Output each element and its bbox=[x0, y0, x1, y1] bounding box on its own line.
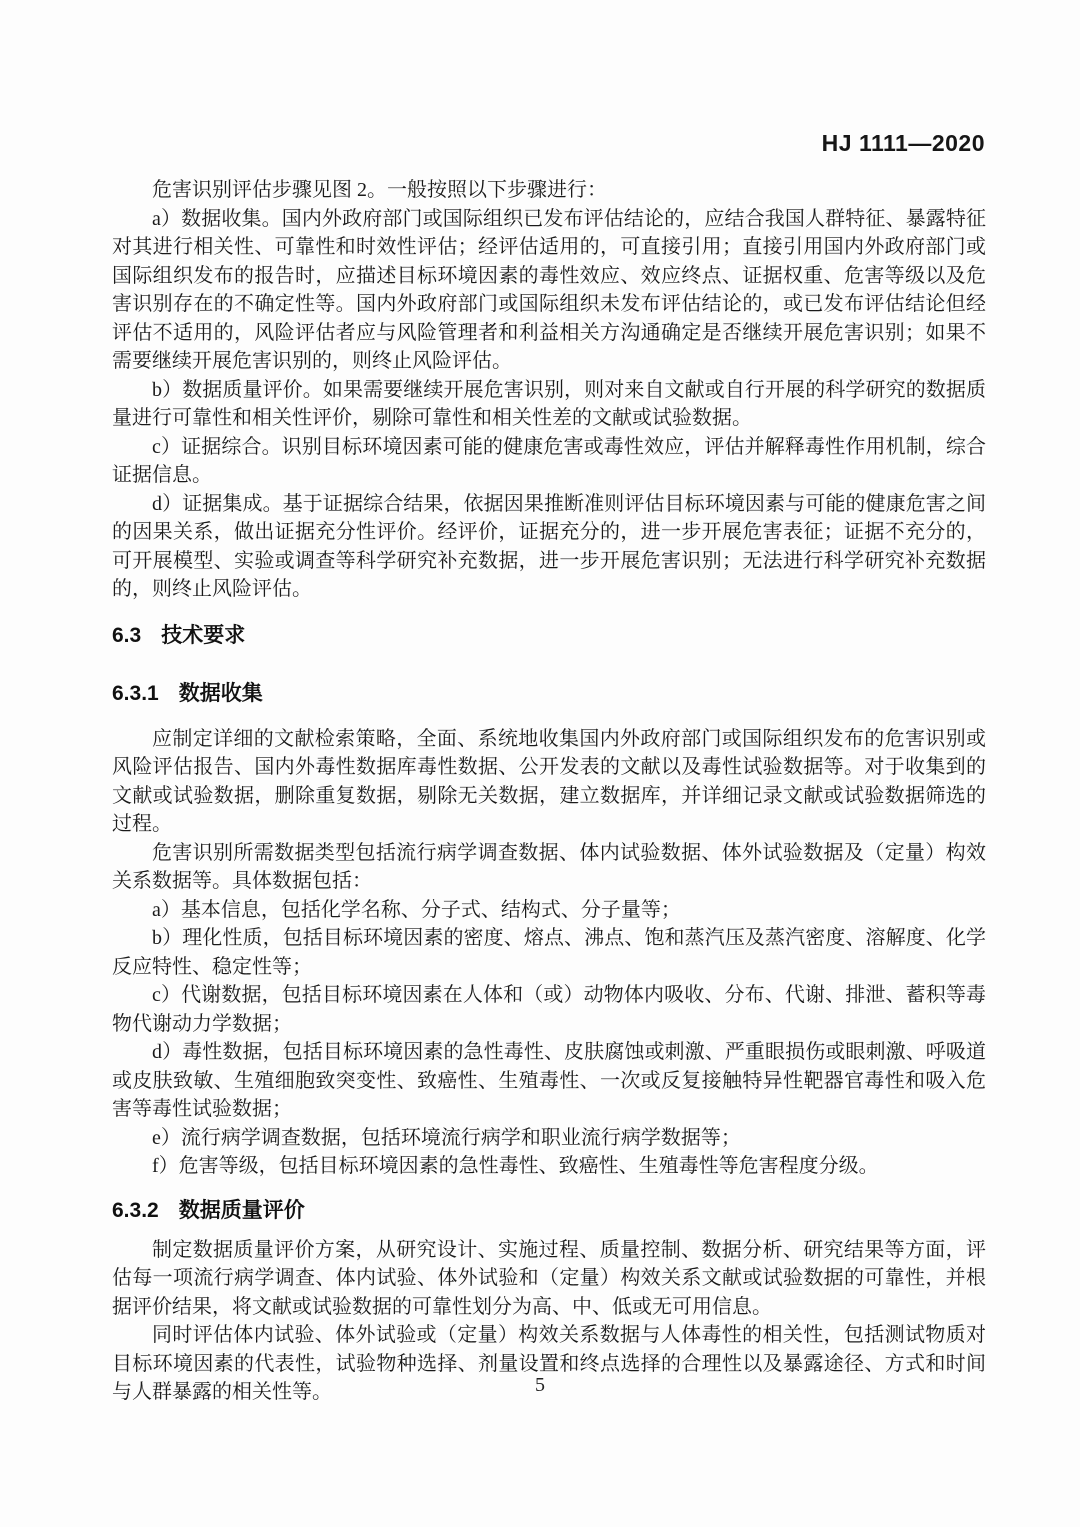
section-heading-6-3-1 bbox=[112, 680, 986, 708]
section-number: 6.3.1 bbox=[112, 681, 159, 705]
section-title: 数据收集 bbox=[178, 681, 263, 705]
page-number: 5 bbox=[535, 1374, 545, 1396]
section-number: 6.3.2 bbox=[112, 1198, 159, 1222]
procedure-step-d: d）证据集成。基于证据综合结果，依据因果推断准则评估目标环境因素与可能的健康危害之间的因果关系，做出证据充分性评价。经评价，证据充分的，进一步开展危害表征；证据不充分的，可开展模型、实验或调查等科学研究补充数据，进一步开展危害识别；无法进行科学研究补充数据的，则终止风险评估。 bbox=[112, 492, 986, 600]
section-title: 技术要求 bbox=[161, 623, 246, 647]
paragraph-data-collection-1: 应制定详细的文献检索策略，全面、系统地收集国内外政府部门或国际组织发布的危害识别或风险评估报告、国内外毒性数据库毒性数据、公开发表的文献以及毒性试验数据等。对于收集到的文献或试验数据，删除重复数据，剔除无关数据，建立数据库，并详细记录文献或试验数据筛选的过程。 bbox=[112, 727, 986, 835]
paragraph-data-collection-2: 危害识别所需数据类型包括流行病学调查数据、体内试验数据、体外试验数据及（定量）构效关系数据等。具体数据包括： bbox=[112, 841, 986, 892]
section-heading-6-3-2 bbox=[112, 1197, 986, 1225]
doc-number: HJ 1111—2020 bbox=[821, 130, 985, 156]
data-item-a: a）基本信息，包括化学名称、分子式、结构式、分子量等； bbox=[152, 898, 681, 921]
procedure-step-a: a）数据收集。国内外政府部门或国际组织已发布评估结论的，应结合我国人群特征、暴露特征对其进行相关性、可靠性和时效性评估；经评估适用的，可直接引用；直接引用国内外政府部门或国际组织发布的报告时，应描述目标环境因素的毒性效应、效应终点、证据权重、危害等级以及危害识别存在的不确定性等。国内外政府部门或国际组织未发布评估结论的，或已发布评估结论但经评估不适用的，风险评估者应与风险管理者和利益相关方沟通确定是否继续开展危害识别；如果不需要继续开展危害识别的，则终止风险评估。 bbox=[112, 207, 986, 372]
paragraph-quality-eval-2: 同时评估体内试验、体外试验或（定量）构效关系数据与人体毒性的相关性，包括测试物质对目标环境因素的代表性，试验物种选择、剂量设置和终点选择的合理性以及暴露途径、方式和时间与人群暴露的相关性等。 bbox=[112, 1324, 986, 1403]
page-content bbox=[112, 176, 986, 1407]
data-item-b: b）理化性质，包括目标环境因素的密度、熔点、沸点、饱和蒸汽压及蒸汽密度、溶解度、化学反应特性、稳定性等； bbox=[112, 927, 986, 978]
paragraph-quality-eval-1: 制定数据质量评价方案，从研究设计、实施过程、质量控制、数据分析、研究结果等方面，评估每一项流行病学调查、体内试验、体外试验和（定量）构效关系文献或试验数据的可靠性，并根据评价结果，将文献或试验数据的可靠性划分为高、中、低或无可用信息。 bbox=[112, 1238, 986, 1318]
data-item-c: c）代谢数据，包括目标环境因素在人体和（或）动物体内吸收、分布、代谢、排泄、蓄积等毒物代谢动力学数据； bbox=[112, 984, 986, 1035]
procedure-step-b: b）数据质量评价。如果需要继续开展危害识别，则对来自文献或自行开展的科学研究的数据质量进行可靠性和相关性评价，剔除可靠性和相关性差的文献或试验数据。 bbox=[112, 378, 986, 429]
section-number: 6.3 bbox=[112, 623, 142, 647]
intro-paragraph: 危害识别评估步骤见图 2。一般按照以下步骤进行： bbox=[152, 179, 607, 201]
data-item-e: e）流行病学调查数据，包括环境流行病学和职业流行病学数据等； bbox=[152, 1126, 741, 1149]
data-item-d: d）毒性数据，包括目标环境因素的急性毒性、皮肤腐蚀或刺激、严重眼损伤或眼刺激、呼吸道或皮肤致敏、生殖细胞致突变性、致癌性、生殖毒性、一次或反复接触特异性靶器官毒性和吸入危害等毒性试验数据； bbox=[112, 1041, 986, 1120]
data-item-f: f）危害等级，包括目标环境因素的急性毒性、致癌性、生殖毒性等危害程度分级。 bbox=[152, 1155, 879, 1177]
section-heading-6-3 bbox=[112, 622, 986, 650]
section-title: 数据质量评价 bbox=[178, 1198, 305, 1222]
procedure-step-c: c）证据综合。识别目标环境因素可能的健康危害或毒性效应，评估并解释毒性作用机制，综合证据信息。 bbox=[112, 435, 986, 486]
